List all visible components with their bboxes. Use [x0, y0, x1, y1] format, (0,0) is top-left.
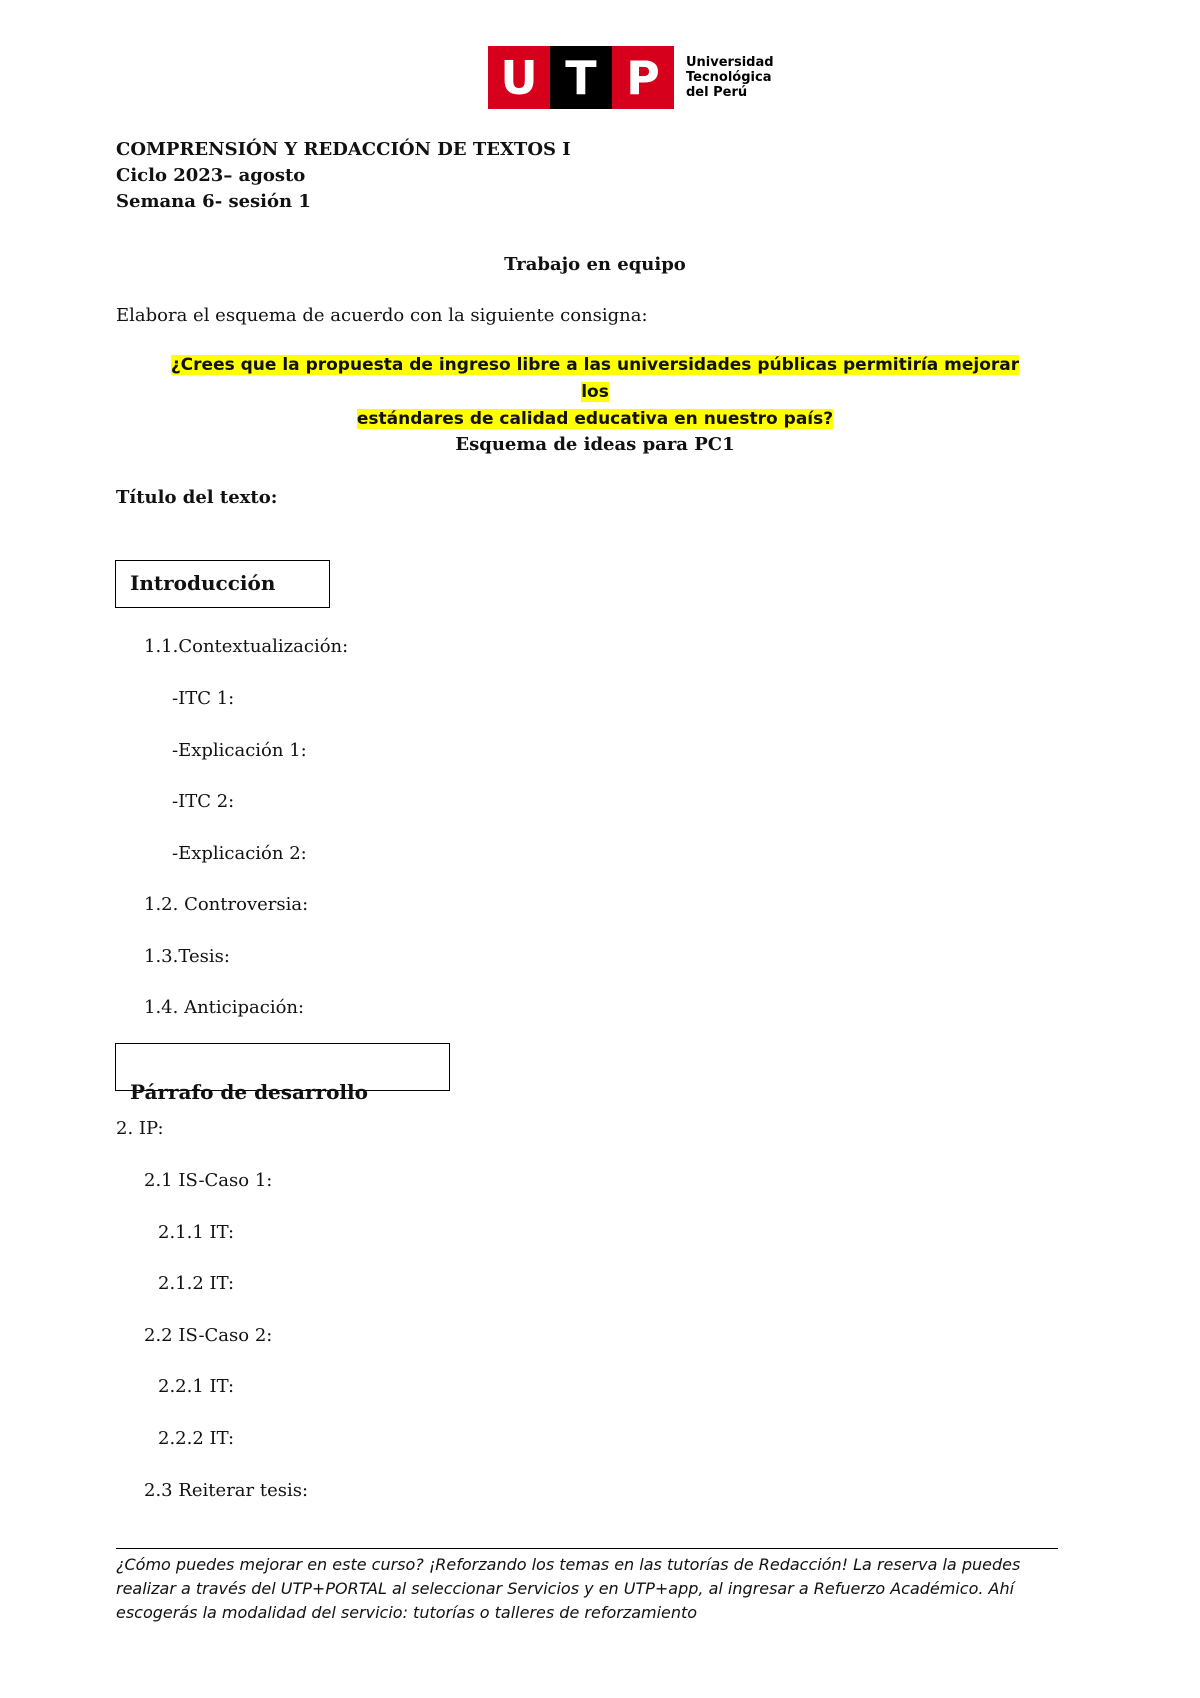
outline-item-2-2-2: 2.2.2 IT: [158, 1428, 235, 1449]
outline-item-2-1-2: 2.1.2 IT: [158, 1273, 235, 1294]
development-heading: Párrafo de desarrollo [130, 1080, 368, 1104]
cycle-label: Ciclo 2023– agosto [116, 165, 306, 186]
outline-item-is-caso-1: 2.1 IS-Caso 1: [144, 1170, 273, 1191]
logo-text-line2: Tecnológica [686, 70, 772, 85]
outline-item-is-caso-2: 2.2 IS-Caso 2: [144, 1325, 273, 1346]
outline-item-ip: 2. IP: [116, 1118, 164, 1139]
utp-logo [488, 46, 774, 109]
outline-item-reiterar-tesis: 2.3 Reiterar tesis: [144, 1480, 309, 1501]
question-line1: ¿Crees que la propuesta de ingreso libre a las universidades públicas permitiría mejorar los [170, 355, 1020, 402]
week-label: Semana 6- sesión 1 [116, 191, 311, 212]
outline-item-explicacion-1: -Explicación 1: [172, 740, 307, 761]
outline-item-contextualizacion: 1.1.Contextualización: [144, 636, 349, 657]
scheme-title: Esquema de ideas para PC1 [455, 434, 735, 455]
logo-text-line3: del Perú [686, 85, 748, 100]
outline-item-explicacion-2: -Explicación 2: [172, 843, 307, 864]
intro-heading: Introducción [130, 571, 276, 595]
outline-item-tesis: 1.3.Tesis: [144, 946, 230, 967]
guiding-question [160, 352, 1030, 433]
question-line2: estándares de calidad educativa en nuestro país? [356, 409, 834, 429]
outline-item-controversia: 1.2. Controversia: [144, 894, 309, 915]
activity-title: Trabajo en equipo [504, 254, 686, 275]
footer-divider [116, 1548, 1058, 1549]
logo-letters [488, 46, 674, 109]
outline-item-2-2-1: 2.2.1 IT: [158, 1376, 235, 1397]
outline-item-2-1-1: 2.1.1 IT: [158, 1222, 235, 1243]
outline-item-anticipacion: 1.4. Anticipación: [144, 997, 305, 1018]
logo-letter-p: P [612, 46, 674, 109]
logo-text [686, 55, 774, 100]
instruction-text: Elabora el esquema de acuerdo con la siguiente consigna: [116, 305, 648, 326]
course-title: COMPRENSIÓN Y REDACCIÓN DE TEXTOS I [116, 139, 571, 160]
text-title-label: Título del texto: [116, 487, 278, 508]
logo-letter-u: U [488, 46, 550, 109]
logo-text-line1: Universidad [686, 55, 774, 70]
outline-item-itc-2: -ITC 2: [172, 791, 235, 812]
outline-item-itc-1: -ITC 1: [172, 688, 235, 709]
footer-note: ¿Cómo puedes mejorar en este curso? ¡Reforzando los temas en las tutorías de Redacción! La reserva la puedes realizar a través del UTP+PORTAL al seleccionar Servicios y en UTP+app, al ingresar a Refuerzo Académico. Ahí escogerás la modalidad del servicio: tutorías o talleres de reforzamiento [116, 1555, 1021, 1622]
logo-letter-t: T [550, 46, 612, 109]
